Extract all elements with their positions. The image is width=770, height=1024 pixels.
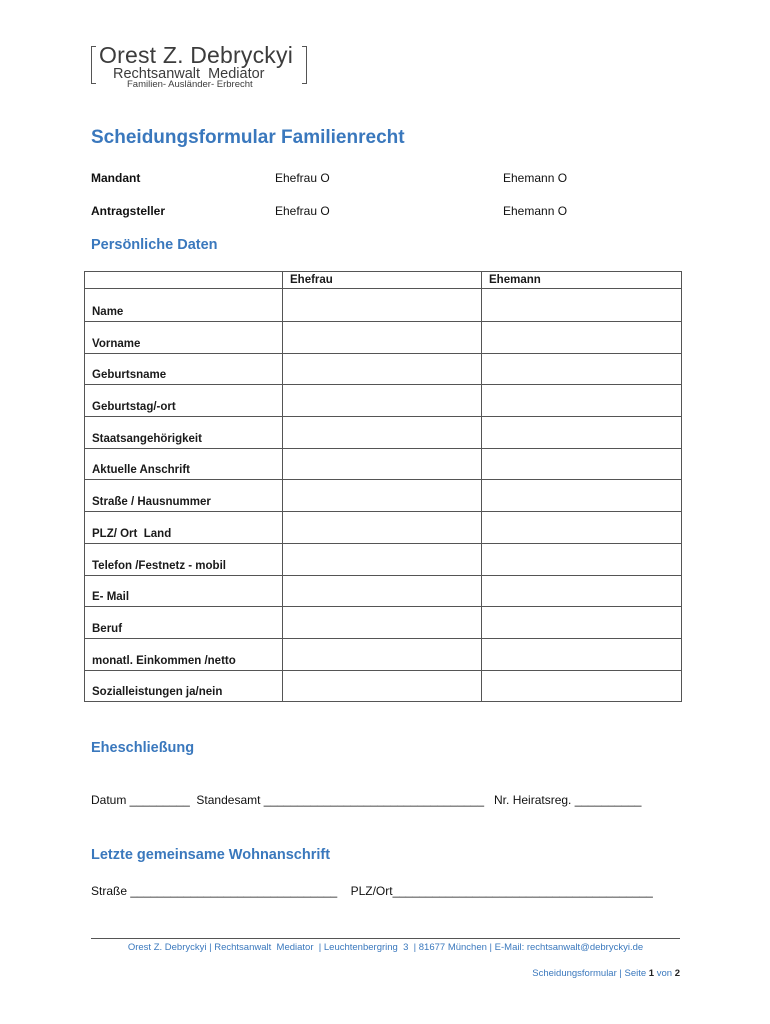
row-label: Staatsangehörigkeit (85, 417, 283, 449)
ehefrau-field[interactable] (283, 575, 482, 607)
table-row (85, 638, 682, 670)
ehefrau-field[interactable] (283, 543, 482, 575)
row-label: Straße / Hausnummer (85, 480, 283, 512)
marriage-fill-line[interactable]: Datum _________ Standesamt _________________________________ Nr. Heiratsreg. __________ (91, 793, 642, 807)
ehefrau-field[interactable] (283, 417, 482, 449)
ehemann-field[interactable] (482, 385, 682, 417)
ehemann-field[interactable] (482, 322, 682, 354)
page-total: 2 (674, 968, 680, 979)
ehefrau-field[interactable] (283, 480, 482, 512)
column-header-label (85, 272, 283, 289)
table-row (85, 417, 682, 449)
footer-divider (91, 938, 680, 939)
ehefrau-field[interactable] (283, 670, 482, 702)
ehemann-field[interactable] (482, 575, 682, 607)
ehefrau-field[interactable] (283, 448, 482, 480)
page-indicator (532, 968, 680, 979)
row-label: Name (85, 289, 283, 322)
table-row (85, 353, 682, 385)
ehefrau-field[interactable] (283, 353, 482, 385)
table-row (85, 512, 682, 544)
logo-bracket-right (302, 46, 307, 84)
row-label: Beruf (85, 607, 283, 639)
page-prefix: Scheidungsformular | Seite (532, 968, 649, 979)
section-heading-marriage: Eheschließung (91, 740, 195, 756)
ehemann-field[interactable] (482, 543, 682, 575)
ehefrau-field[interactable] (283, 289, 482, 322)
ehefrau-field[interactable] (283, 512, 482, 544)
section-heading-personal: Persönliche Daten (91, 237, 218, 253)
law-firm-logo (91, 42, 307, 88)
table-row (85, 448, 682, 480)
logo-subtitle: Rechtsanwalt Mediator (113, 66, 265, 82)
ehemann-field[interactable] (482, 289, 682, 322)
mandant-ehefrau-option[interactable]: Ehefrau O (275, 171, 330, 185)
row-label: Vorname (85, 322, 283, 354)
page-mid: von (654, 968, 675, 979)
ehefrau-field[interactable] (283, 385, 482, 417)
ehemann-field[interactable] (482, 512, 682, 544)
ehemann-field[interactable] (482, 670, 682, 702)
row-label: monatl. Einkommen /netto (85, 638, 283, 670)
address-fill-line[interactable]: Straße _______________________________ PLZ/Ort_______________________________________ (91, 884, 653, 898)
table-row (85, 289, 682, 322)
column-header-ehefrau: Ehefrau (283, 272, 482, 289)
row-label: Telefon /Festnetz - mobil (85, 543, 283, 575)
table-row (85, 607, 682, 639)
mandant-label: Mandant (91, 171, 141, 185)
ehemann-field[interactable] (482, 480, 682, 512)
ehemann-field[interactable] (482, 638, 682, 670)
ehemann-field[interactable] (482, 448, 682, 480)
row-label: Aktuelle Anschrift (85, 448, 283, 480)
ehefrau-field[interactable] (283, 322, 482, 354)
ehemann-field[interactable] (482, 607, 682, 639)
mandant-ehemann-option[interactable]: Ehemann O (503, 171, 568, 185)
row-label: Geburtstag/-ort (85, 385, 283, 417)
logo-bracket-left (91, 46, 96, 84)
row-label: Sozialleistungen ja/nein (85, 670, 283, 702)
antragsteller-ehemann-option[interactable]: Ehemann O (503, 204, 568, 218)
table-row (85, 322, 682, 354)
footer-contact: Orest Z. Debryckyi | Rechtsanwalt Mediator | Leuchtenbergring 3 | 81677 München | E-Mail: rechtsanwalt@debryckyi.de (127, 942, 644, 953)
logo-specialties: Familien- Ausländer- Erbrecht (127, 79, 253, 90)
ehefrau-field[interactable] (283, 607, 482, 639)
table-row (85, 575, 682, 607)
table-row (85, 543, 682, 575)
table-row (85, 480, 682, 512)
row-label: PLZ/ Ort Land (85, 512, 283, 544)
antragsteller-ehefrau-option[interactable]: Ehefrau O (275, 204, 330, 218)
document-title: Scheidungsformular Familienrecht (91, 127, 405, 148)
column-header-ehemann: Ehemann (482, 272, 682, 289)
ehefrau-field[interactable] (283, 638, 482, 670)
table-row (85, 670, 682, 702)
ehemann-field[interactable] (482, 353, 682, 385)
row-label: Geburtsname (85, 353, 283, 385)
table-row (85, 385, 682, 417)
personal-data-table (84, 271, 682, 702)
page-current: 1 (648, 968, 655, 979)
ehemann-field[interactable] (482, 417, 682, 449)
logo-name: Orest Z. Debryckyi (99, 42, 294, 68)
antragsteller-label: Antragsteller (91, 204, 166, 218)
section-heading-address: Letzte gemeinsame Wohnanschrift (91, 847, 331, 863)
row-label: E- Mail (85, 575, 283, 607)
